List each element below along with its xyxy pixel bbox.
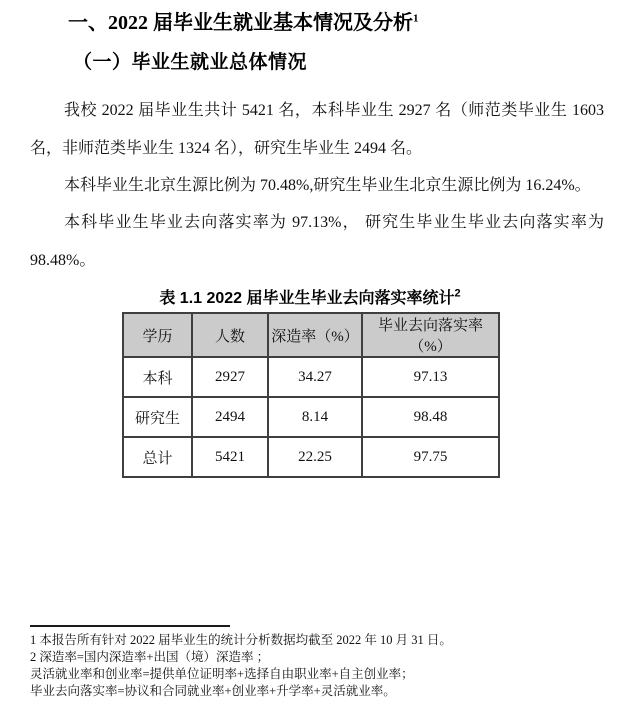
table-cell: 2927	[192, 357, 268, 397]
table-cell: 22.25	[268, 437, 362, 477]
table-cell: 98.48	[362, 397, 499, 437]
table-row-total	[123, 437, 499, 477]
footnote-line-1: 1 本报告所有针对 2022 届毕业生的统计分析数据均截至 2022 年 10 月 31 日。	[30, 633, 452, 647]
table-row-postgraduate	[123, 397, 499, 437]
table-cell: 97.13	[362, 357, 499, 397]
statistics-table	[122, 312, 500, 478]
section-heading-1-text: 一、2022 届毕业生就业基本情况及分析	[68, 12, 413, 34]
footnote-ref-1: 1	[413, 12, 419, 25]
table-cell: 2494	[192, 397, 268, 437]
table-header-education: 学历	[123, 313, 192, 357]
table-row-undergraduate	[123, 357, 499, 397]
table-header-destination-rate: 毕业去向落实率（%）	[362, 313, 499, 357]
table-cell: 97.75	[362, 437, 499, 477]
table-header-row	[123, 313, 499, 357]
footnote-line-4: 毕业去向落实率=协议和合同就业率+创业率+升学率+灵活就业率。	[30, 684, 396, 698]
paragraph-total-graduates: 我校 2022 届毕业生共计 5421 名，本科毕业生 2927 名（师范类毕业生 1603 名，非师范类毕业生 1324 名），研究生毕业生 2494 名。	[30, 102, 604, 157]
statistics-table-wrapper	[122, 312, 500, 478]
table-cell: 5421	[192, 437, 268, 477]
footnote-separator	[30, 625, 230, 627]
table-cell: 总计	[123, 437, 192, 477]
section-heading-1	[68, 6, 419, 35]
paragraph-destination-rate: 本科毕业生毕业去向落实率为 97.13%， 研究生毕业生毕业去向落实率为 98.48%。	[30, 214, 604, 269]
footnote-line-2: 2 深造率=国内深造率+出国（境）深造率 ；	[30, 650, 270, 664]
footnote-line-3: 灵活就业率和创业率=提供单位证明率+选择自由职业率+自主创业率；	[30, 667, 414, 681]
footnote-ref-2: 2	[454, 287, 461, 300]
table-title-text: 表 1.1 2022 届毕业生毕业去向落实率统计	[159, 290, 455, 307]
table-cell: 研究生	[123, 397, 192, 437]
table-cell: 34.27	[268, 357, 362, 397]
table-cell: 本科	[123, 357, 192, 397]
section-heading-2: （一）毕业生就业总体情况	[73, 52, 308, 73]
paragraph-beijing-source-ratio: 本科毕业生北京生源比例为 70.48%,研究生毕业生北京生源比例为 16.24%。	[64, 177, 591, 194]
table-header-further-study-rate: 深造率（%）	[268, 313, 362, 357]
footnotes-block	[30, 632, 615, 700]
table-cell: 8.14	[268, 397, 362, 437]
table-title	[112, 285, 508, 308]
table-header-count: 人数	[192, 313, 268, 357]
